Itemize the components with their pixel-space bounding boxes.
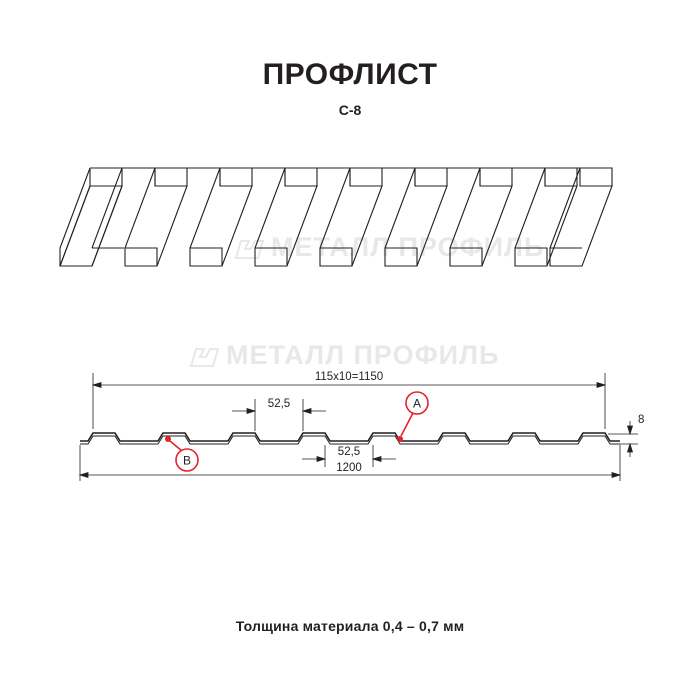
dim-working-width-label: 115х10=1150 [314,371,384,383]
material-thickness-note: Толщина материала 0,4 – 0,7 мм [235,618,465,634]
callout-a-point [397,436,403,442]
callout-a-label: A [412,396,422,411]
dim-height-label: 8 [638,414,645,426]
dimension-height [608,421,638,457]
isometric-view [60,140,640,290]
profile-outline [80,433,620,444]
model-label: С-8 [338,102,362,118]
callout-b-point [165,436,171,442]
callout-a-leader [401,413,413,436]
watermark-top-text: МЕТАЛЛ ПРОФИЛЬ [271,232,545,262]
callout-a [397,392,428,442]
dim-pitch-top-label: 52,5 [267,398,291,410]
callout-b-leader [170,441,182,451]
page-title: ПРОФЛИСТ [262,58,438,91]
callout-b-label: B [182,453,192,468]
dim-pitch-bottom-label: 52,5 [337,446,361,458]
cross-section-view [60,355,645,490]
watermark-bottom-text: МЕТАЛЛ ПРОФИЛЬ [226,340,500,370]
dim-overall-width-label: 1200 [336,462,362,474]
